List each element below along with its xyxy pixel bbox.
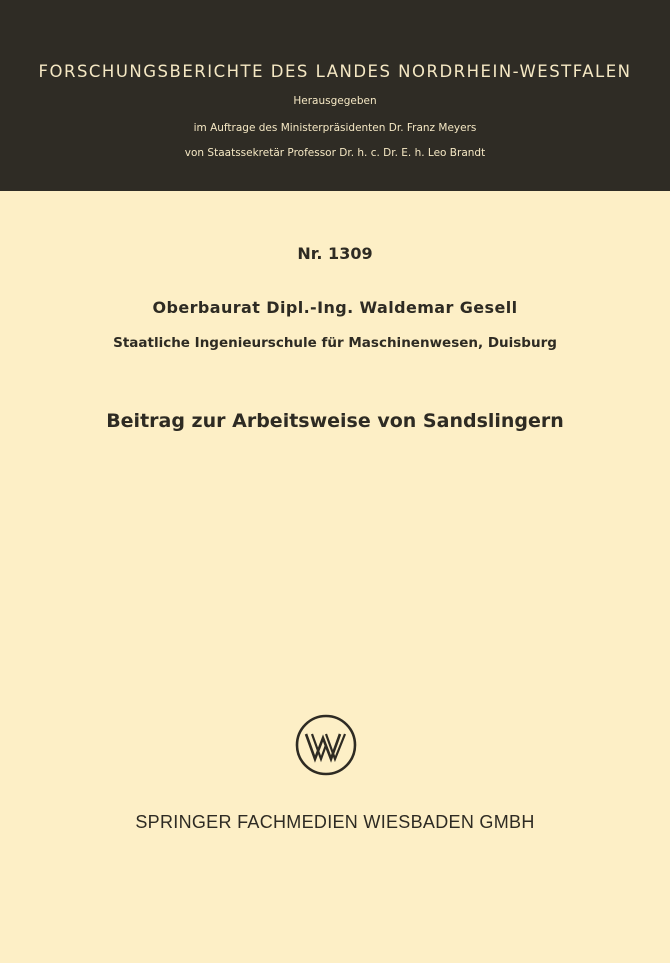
report-number: Nr. 1309 [297,244,373,263]
editor-line-1: Herausgegeben [293,95,377,107]
springer-vieweg-logo-icon [295,714,357,776]
series-title: FORSCHUNGSBERICHTE DES LANDES NORDRHEIN-WESTFALEN [38,62,632,81]
book-title: Beitrag zur Arbeitsweise von Sandslingern [106,410,564,432]
author-affiliation: Staatliche Ingenieurschule für Maschinenwesen, Duisburg [113,335,557,351]
editor-line-2: im Auftrage des Ministerpräsidenten Dr. Franz Meyers [193,122,477,134]
editor-line-3: von Staatssekretär Professor Dr. h. c. Dr. E. h. Leo Brandt [184,147,486,159]
author-name: Oberbaurat Dipl.-Ing. Waldemar Gesell [152,298,518,317]
publisher-name: SPRINGER FACHMEDIEN WIESBADEN GMBH [135,812,535,832]
header-band [0,0,670,191]
